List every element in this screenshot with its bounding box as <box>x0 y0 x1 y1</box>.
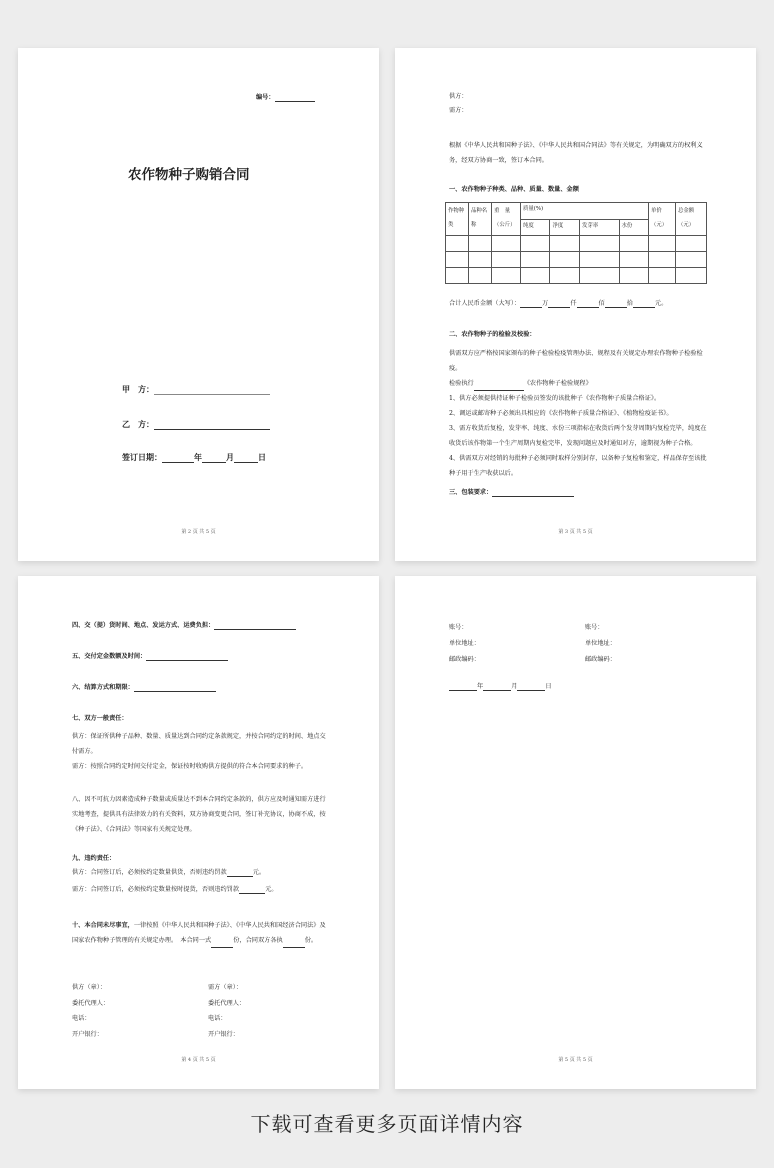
supplier-seal: 供方（章）： <box>72 984 107 991</box>
section-4 <box>72 622 296 630</box>
inspection-label: 检验执行 <box>449 380 474 387</box>
supplier-phone: 电话： <box>72 1015 91 1022</box>
intro-paragraph: 根据《中华人民共和国种子法》、《中华人民共和国合同法》等有关规定，为明确双方的权利义务，经双方协商一致，签订本合同。 <box>449 142 703 164</box>
buyer-agent: 委托代理人： <box>208 999 246 1007</box>
unit-bai: 佰 <box>598 300 605 307</box>
party-a-label: 甲 方： <box>122 384 154 394</box>
total-amount-line <box>449 300 667 308</box>
header-clean: 净度 <box>550 219 579 236</box>
item-4: 4、供需双方对经销的每批种子必须同时取样分别封存，以备种子复检和鉴定，样品保存至该批种子用于生产收获以后。 <box>449 455 707 477</box>
header-purity: 纯度 <box>521 219 550 236</box>
account-left <box>449 620 480 668</box>
supplier-label: 供方： <box>449 93 468 100</box>
header-crop: 作物种类 <box>446 203 469 236</box>
page-footer: 第 2 页 共 5 页 <box>181 529 216 535</box>
header-water: 水份 <box>619 219 649 236</box>
blank <box>577 300 599 308</box>
section-7-body <box>72 729 330 774</box>
supplier-postcode: 邮政编码： <box>449 656 480 663</box>
contract-title: 农作物种子购销合同 <box>128 167 250 183</box>
blank <box>211 940 233 948</box>
item-2: 2、调运或邮寄种子必须出具相应的《农作物种子质量合格证》、《植物检疫证书》。 <box>449 410 673 417</box>
unit-wan: 万 <box>542 300 549 307</box>
section-10-text: 一律按照《中华人民共和国种子法》、《中华人民共和国经济合同法》及国家农作物种子管理的有关规定办理。 本合同一式 <box>72 922 326 944</box>
year-blank <box>449 683 477 691</box>
year-blank <box>162 455 194 463</box>
header-variety: 品种名称 <box>469 203 492 236</box>
download-caption: 下载可查看更多页面详情内容 <box>250 1112 524 1136</box>
yuan-label: 元。 <box>265 886 278 893</box>
header-weight: 重 量（公斤） <box>492 203 521 236</box>
section-6 <box>72 684 216 692</box>
party-a <box>122 384 270 395</box>
section-9-buyer-text: 需方：合同签订后，必须按约定数量按时提货，否则违约罚款 <box>72 886 240 893</box>
party-b-label: 乙 方： <box>122 419 154 429</box>
day-label: 日 <box>258 452 266 462</box>
day-label: 日 <box>545 683 552 690</box>
table-row <box>446 268 707 284</box>
header-quality: 质量(%) <box>521 203 649 220</box>
month-blank <box>202 455 226 463</box>
blank <box>520 300 542 308</box>
year-label: 年 <box>194 452 202 462</box>
contract-page-3 <box>395 48 756 561</box>
blank <box>605 300 627 308</box>
section-2-text: 供需双方应严格按国家颁布的种子检验检疫管理办法、规程及有关规定办理农作物种子检验检疫。 <box>449 350 703 372</box>
contract-page-5 <box>395 576 756 1089</box>
blank <box>492 489 574 497</box>
buyer-address: 单位地址： <box>585 640 616 647</box>
header-germination: 发芽率 <box>579 219 619 236</box>
blank <box>214 622 296 630</box>
account-right <box>585 620 616 668</box>
table-row <box>446 252 707 268</box>
buyer-phone: 电话： <box>208 1015 227 1022</box>
month-blank <box>483 683 511 691</box>
contract-cover-page <box>18 48 379 561</box>
section-7-supplier: 供方：保证所供种子品种、数量、质量达到合同约定条款规定，并按合同约定的时间、地点交付需方。 <box>72 733 326 755</box>
blank <box>633 300 655 308</box>
section-1-title: 一、农作物种子种类、品种、质量、数量、金额 <box>449 186 579 193</box>
section-9-supplier <box>72 869 265 877</box>
section-5-title: 五、交付定金数额及时间： <box>72 653 147 660</box>
section-3-title: 三、包装要求： <box>449 489 493 496</box>
header-unit-price: 单价（元） <box>649 203 676 236</box>
page-footer: 第 3 页 共 5 页 <box>558 529 593 535</box>
buyer-label: 需方： <box>449 107 468 114</box>
blank <box>474 383 524 391</box>
header-total: 总金额（元） <box>676 203 707 236</box>
party-b-blank <box>154 422 270 430</box>
number-blank <box>275 94 315 102</box>
seed-table <box>445 202 707 284</box>
section-3 <box>449 489 574 497</box>
year-label: 年 <box>477 683 484 690</box>
month-label: 月 <box>511 683 518 690</box>
section-10 <box>72 918 330 948</box>
buyer-postcode: 邮政编码： <box>585 656 616 663</box>
supplier-address: 单位地址： <box>449 640 480 647</box>
section-9-title: 九、违约责任： <box>72 855 116 862</box>
contract-page-4 <box>18 576 379 1089</box>
day-blank <box>517 683 545 691</box>
buyer-seal: 需方（章）： <box>208 984 243 991</box>
buyer-bank: 开户银行： <box>208 1030 239 1038</box>
blank <box>283 940 305 948</box>
blank <box>227 869 253 877</box>
unit-yuan: 元。 <box>654 300 668 307</box>
table-row <box>446 236 707 252</box>
blank <box>239 886 265 894</box>
total-label: 合计人民币金额（大写）： <box>449 300 521 307</box>
signature-left <box>72 980 109 1042</box>
party-a-blank <box>154 387 270 395</box>
number-label: 编号： <box>256 94 275 101</box>
section-7-title: 七、双方一般责任： <box>72 715 128 722</box>
supplier-bank: 开户银行： <box>72 1030 103 1038</box>
sign-date-label: 签订日期： <box>122 452 162 462</box>
section-2-title: 二、农作物种子的检验及校验： <box>449 331 536 338</box>
item-1: 1、供方必须提供持证种子检验员签发的该批种子《农作物种子质量合格证》。 <box>449 395 661 402</box>
unit-shi: 拾 <box>626 300 633 307</box>
section-9-supplier-text: 供方：合同签订后，必须按约定数量供货，否则违约罚款 <box>72 869 227 876</box>
blank <box>134 684 216 692</box>
supplier-agent: 委托代理人： <box>72 999 110 1007</box>
blank <box>146 653 228 661</box>
section-6-title: 六、结算方式和期限： <box>72 684 134 691</box>
day-blank <box>234 455 258 463</box>
yuan-label: 元。 <box>252 869 266 876</box>
page-footer: 第 5 页 共 5 页 <box>558 1057 593 1063</box>
party-b <box>122 419 270 430</box>
item-3: 3、需方收货后复检，发芽率、纯度、水份三项指标在收货后两个发芽周期内复检完毕，纯度在收货后该作物第一个生产周期内复检完毕，发现问题应及时通知对方，逾期视为种子合格。 <box>449 425 707 447</box>
section-10-title: 十、本合同未尽事宜， <box>72 922 134 929</box>
section-5 <box>72 653 228 661</box>
section-9-buyer <box>72 886 277 894</box>
blank <box>548 300 570 308</box>
section-2-paragraph <box>449 346 707 481</box>
section-7-buyer: 需方：按照合同约定时间交付定金，保证按时收购供方提供的符合本合同要求的种子。 <box>72 763 308 770</box>
month-label: 月 <box>226 452 234 462</box>
inspection-standard: 《农作物种子检验规程》 <box>523 380 592 387</box>
page-footer: 第 4 页 共 5 页 <box>181 1057 216 1063</box>
buyer-account: 账号： <box>585 624 604 631</box>
contract-number <box>256 94 315 102</box>
signature-right <box>208 980 245 1042</box>
section-10-end: 份。 <box>304 937 318 944</box>
sign-date <box>122 452 266 463</box>
signing-date <box>449 683 552 691</box>
section-4-title: 四、交（提）货时间、地点、发运方式、运费负担： <box>72 622 215 629</box>
unit-qian: 仟 <box>570 300 577 307</box>
section-8: 八、因不可抗力因素造成种子数量或质量达不到本合同约定条款的，供方应及时通知需方进行实地考查，提供具有法律效力的有关资料，双方协商变更合同，签订补充协议，协商不成，按《种子法》、《合同法》等国家有关规定处理。 <box>72 796 326 833</box>
section-10-copies: 份，合同双方各执 <box>233 937 283 944</box>
supplier-account: 账号： <box>449 624 468 631</box>
